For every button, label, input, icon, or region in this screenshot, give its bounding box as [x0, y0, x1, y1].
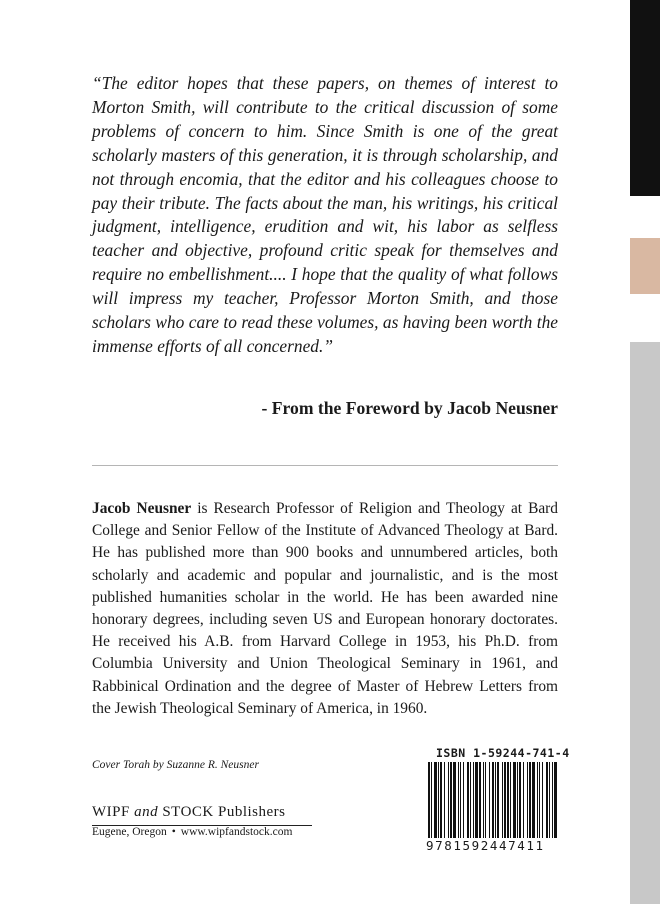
publisher-name-part1: WIPF — [92, 804, 135, 820]
publisher-website: www.wipfandstock.com — [180, 826, 293, 838]
section-divider — [92, 465, 558, 466]
publisher-city: Eugene, Oregon — [92, 826, 167, 838]
barcode-bar — [444, 762, 445, 842]
cover-credit: Cover Torah by Suzanne R. Neusner — [92, 759, 259, 771]
barcode-bar — [489, 762, 490, 842]
publisher-location — [92, 826, 292, 838]
barcode-bar — [542, 762, 543, 842]
barcode-bar — [448, 762, 449, 842]
barcode-digits: 9781592447411 — [426, 838, 558, 853]
barcode-bar — [458, 762, 459, 842]
barcode-bar — [492, 762, 494, 842]
barcode-bar — [485, 762, 486, 842]
quote-attribution: - From the Foreword by Jacob Neusner — [261, 398, 558, 418]
barcode-bar — [529, 762, 531, 842]
barcode-bar — [497, 762, 499, 842]
barcode-bar — [519, 762, 521, 842]
barcode-bar — [549, 762, 550, 842]
author-bio-text: is Research Professor of Religion and Theology at Bard College and Senior Fellow of the Institute of Advanced Theology at Bard. He has published more than 900 books and unnumbered articles, both scholarly and academic and popular and journalistic, and is the most published humanities scholar in the world. He has been awarded nine honorary degrees, including seven US and European honorary doctorates. He received his A.B. from Harvard College in 1953, his Ph.D. from Columbia University and Union Theological Seminary in 1961, and Rabbinical Ordination and the degree of Master of Hebrew Letters from the Jewish Theological Seminary of America, in 1960. — [92, 500, 558, 717]
barcode-bar — [475, 762, 478, 842]
barcode-bar — [513, 762, 516, 842]
publisher-name — [92, 804, 286, 821]
publisher-name-part2: STOCK Publishers — [158, 804, 286, 820]
barcode-bar — [431, 762, 432, 842]
isbn-label: ISBN 1-59244-741-4 — [436, 746, 570, 760]
barcode-bar — [552, 762, 553, 842]
barcode-bar — [537, 762, 538, 842]
spine-tan-band — [630, 238, 660, 294]
barcode-bar — [450, 762, 452, 842]
barcode-bar — [428, 762, 430, 842]
barcode-bar — [467, 762, 469, 842]
barcode-bar — [460, 762, 461, 842]
spine-dark-band — [630, 0, 660, 196]
barcode-bar — [539, 762, 540, 842]
barcode-bar — [463, 762, 464, 842]
barcode-bar — [434, 762, 437, 842]
barcode-bar — [438, 762, 439, 842]
barcode-image — [426, 762, 558, 842]
barcode-bar — [479, 762, 481, 842]
publisher-bullet: • — [171, 826, 176, 838]
barcode-bar — [483, 762, 484, 842]
barcode-bar — [495, 762, 496, 842]
barcode-bar — [527, 762, 528, 842]
barcode-bar — [453, 762, 456, 842]
barcode-bar — [470, 762, 471, 842]
barcode-bar — [440, 762, 442, 842]
barcode-bar — [510, 762, 511, 842]
barcode-bar — [502, 762, 503, 842]
author-bio — [92, 498, 558, 720]
foreword-quote: “The editor hopes that these papers, on themes of interest to Morton Smith, will contribute to the critical discussion of some problems of concern to him. Since Smith is one of the great scholarly masters of this generation, it is through scholarship, and not through encomia, that the editor and his colleagues choose to pay their tribute. The facts about the man, his writings, his critical judgment, intelligence, erudition and wit, his labor as selfless teacher and objective, profound critic speak for themselves and require no embellishment.... I hope that the quality of what follows will impress my teacher, Professor Morton Smith, and those scholars who care to read these volumes, as having been worth the immense efforts of all concerned.” — [92, 73, 558, 356]
barcode-bar — [473, 762, 474, 842]
barcode-bar — [523, 762, 524, 842]
author-name: Jacob Neusner — [92, 500, 192, 517]
barcode-bar — [532, 762, 535, 842]
spine-gray-band — [630, 342, 660, 904]
publisher-name-and: and — [134, 804, 159, 820]
barcode-bar — [504, 762, 506, 842]
barcode-bar — [517, 762, 518, 842]
barcode-bar — [507, 762, 509, 842]
barcode-bar — [546, 762, 548, 842]
barcode-bar — [554, 762, 557, 842]
